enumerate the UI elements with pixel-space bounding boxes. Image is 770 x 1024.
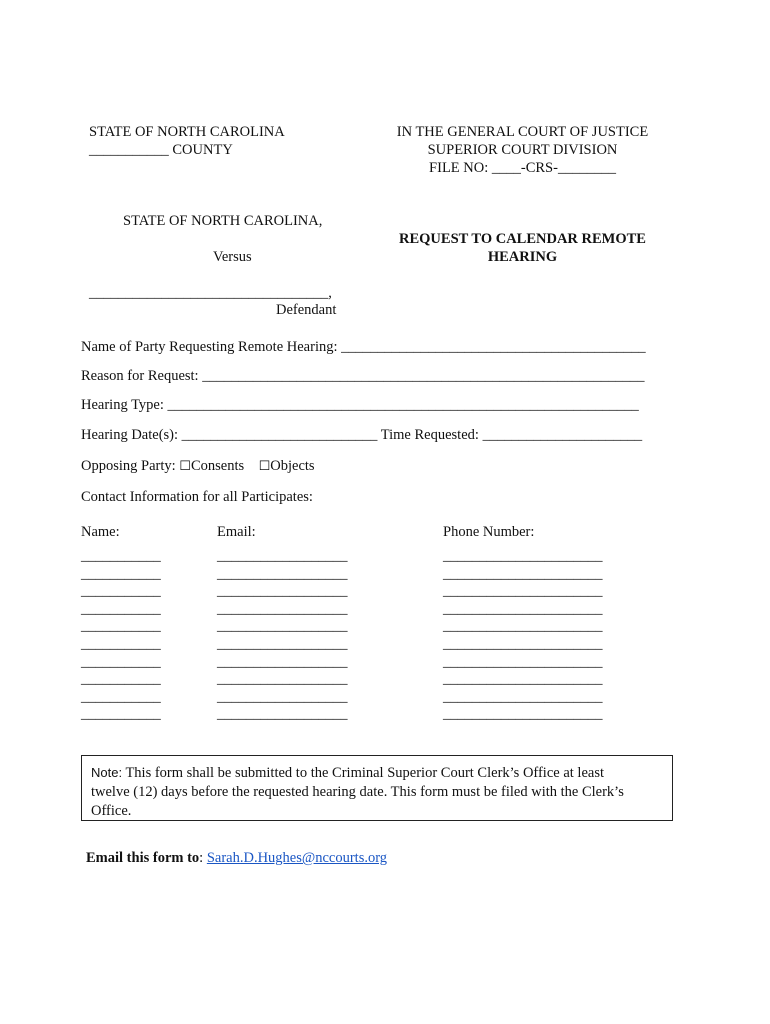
name-blank[interactable]: ___________ <box>81 583 161 600</box>
email-blank[interactable]: __________________ <box>217 618 348 635</box>
note-text-3: Office. <box>91 803 132 819</box>
phone-column <box>443 548 603 724</box>
hearing-dates-field[interactable] <box>81 426 642 444</box>
email-blank[interactable]: __________________ <box>217 688 348 705</box>
hearing-type-label: Hearing Type: <box>81 397 164 413</box>
hearing-dates-line[interactable]: ___________________________ <box>181 427 378 443</box>
opposing-party-row <box>81 457 315 476</box>
note-line-1 <box>91 763 664 783</box>
reason-line[interactable]: _____________________________________________________________ <box>202 368 645 384</box>
form-title-line2: HEARING <box>487 249 558 265</box>
email-blank[interactable]: __________________ <box>217 635 348 652</box>
versus-label: Versus <box>213 249 252 265</box>
time-requested-label: Time Requested: <box>380 427 479 443</box>
email-blank[interactable]: __________________ <box>217 653 348 670</box>
state-heading: STATE OF NORTH CAROLINA <box>89 124 285 140</box>
phone-blank[interactable]: ______________________ <box>443 618 603 635</box>
email-blank[interactable]: __________________ <box>217 565 348 582</box>
email-column-header: Email: <box>217 524 256 540</box>
objects-label: Objects <box>270 458 315 474</box>
name-column-header: Name: <box>81 524 120 540</box>
phone-blank[interactable]: ______________________ <box>443 583 603 600</box>
hearing-type-line[interactable]: _________________________________________________________________ <box>167 397 639 413</box>
name-blank[interactable]: ___________ <box>81 618 161 635</box>
hearing-dates-label: Hearing Date(s): <box>81 427 179 443</box>
note-text-2: twelve (12) days before the requested hearing date. This form must be filed with the Clerk’s <box>91 784 624 800</box>
party-line[interactable]: __________________________________________ <box>341 339 646 355</box>
division-heading: SUPERIOR COURT DIVISION <box>427 142 618 158</box>
consents-checkbox-icon[interactable]: ☐ <box>179 459 191 474</box>
email-blank[interactable]: __________________ <box>217 583 348 600</box>
defendant-label: Defendant <box>276 302 337 318</box>
opposing-party-label: Opposing Party: <box>81 458 176 474</box>
email-colon: : <box>199 850 207 866</box>
county-line: ___________ COUNTY <box>89 142 233 158</box>
note-text-1: This form shall be submitted to the Criminal Superior Court Clerk’s Office at least <box>122 765 604 781</box>
name-column <box>81 548 161 724</box>
name-blank[interactable]: ___________ <box>81 706 161 723</box>
objects-checkbox-icon[interactable]: ☐ <box>258 459 271 474</box>
phone-blank[interactable]: ______________________ <box>443 688 603 705</box>
name-blank[interactable]: ___________ <box>81 565 161 582</box>
reason-field[interactable] <box>81 367 644 385</box>
time-requested-line[interactable]: ______________________ <box>482 427 643 443</box>
email-link[interactable]: Sarah.D.Hughes@nccourts.org <box>206 850 388 866</box>
email-blank[interactable]: __________________ <box>217 600 348 617</box>
name-blank[interactable]: ___________ <box>81 671 161 688</box>
phone-blank[interactable]: ______________________ <box>443 635 603 652</box>
name-blank[interactable]: ___________ <box>81 653 161 670</box>
reason-label: Reason for Request: <box>81 368 199 384</box>
form-title-line1: REQUEST TO CALENDAR REMOTE <box>399 231 646 247</box>
name-blank[interactable]: ___________ <box>81 635 161 652</box>
name-blank[interactable]: ___________ <box>81 600 161 617</box>
court-heading: IN THE GENERAL COURT OF JUSTICE <box>396 124 649 140</box>
party-label: Name of Party Requesting Remote Hearing: <box>81 339 338 355</box>
contact-info-label: Contact Information for all Participates: <box>81 489 313 505</box>
party-field[interactable] <box>81 338 646 356</box>
note-label: Note: <box>91 765 123 780</box>
email-blank[interactable]: __________________ <box>217 671 348 688</box>
email-column <box>217 548 348 724</box>
file-number: FILE NO: ____-CRS-________ <box>429 160 616 176</box>
plaintiff-name: STATE OF NORTH CAROLINA, <box>123 213 323 229</box>
phone-blank[interactable]: ______________________ <box>443 671 603 688</box>
note-box <box>81 755 673 821</box>
phone-blank[interactable]: ______________________ <box>443 565 603 582</box>
consents-label: Consents <box>190 458 245 474</box>
phone-column-header: Phone Number: <box>443 524 535 540</box>
phone-blank[interactable]: ______________________ <box>443 653 603 670</box>
phone-blank[interactable]: ______________________ <box>443 600 603 617</box>
defendant-line: _________________________________, <box>89 285 332 301</box>
name-blank[interactable]: ___________ <box>81 688 161 705</box>
phone-blank[interactable]: ______________________ <box>443 548 603 564</box>
email-instruction-label: Email this form to <box>86 850 200 866</box>
hearing-type-field[interactable] <box>81 396 639 414</box>
email-blank[interactable]: __________________ <box>217 706 348 723</box>
name-blank[interactable]: ___________ <box>81 548 161 564</box>
email-instruction <box>86 849 387 867</box>
phone-blank[interactable]: ______________________ <box>443 706 603 723</box>
email-blank[interactable]: __________________ <box>217 548 348 564</box>
